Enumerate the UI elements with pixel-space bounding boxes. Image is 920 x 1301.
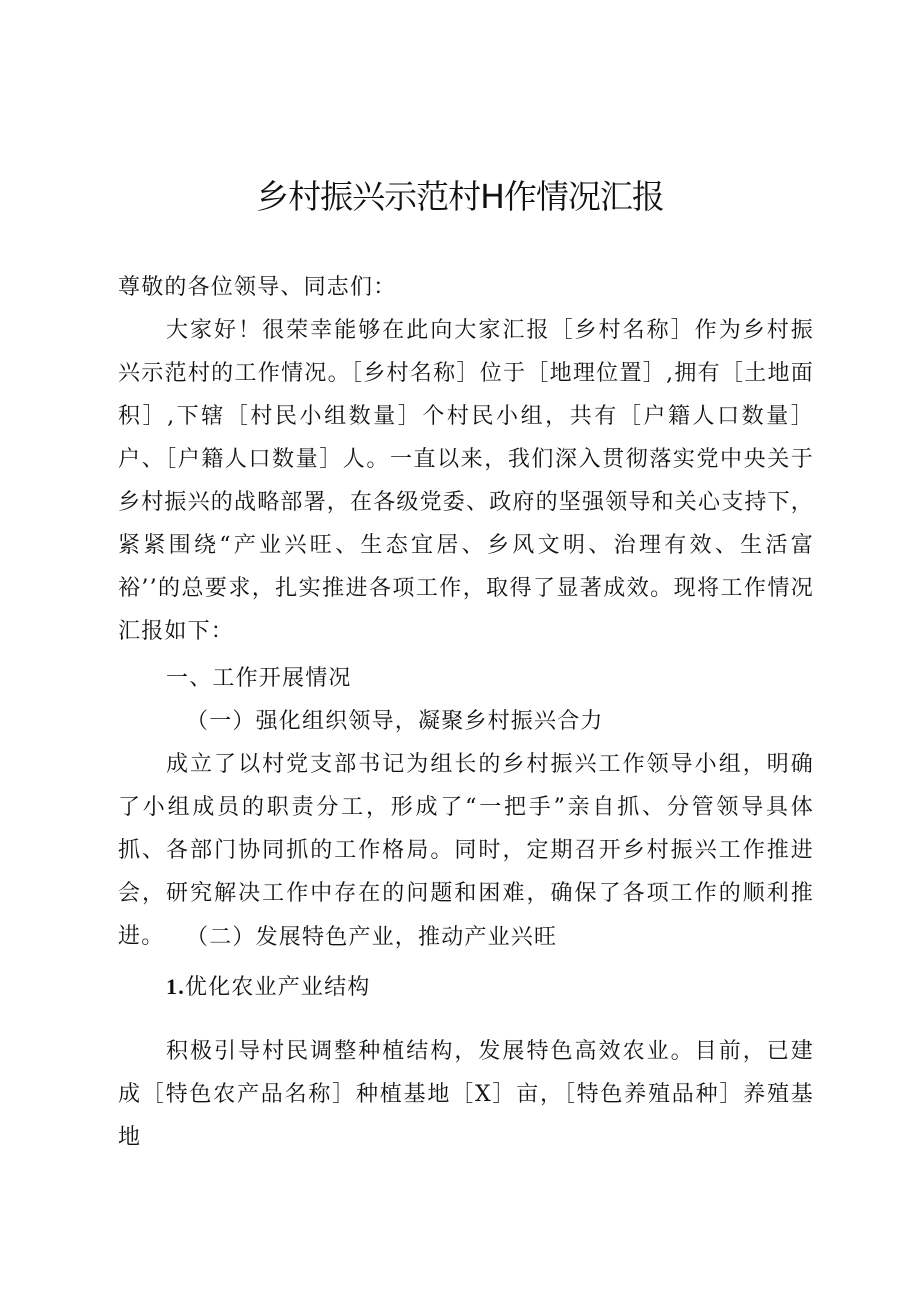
subsection-heading-1: （一）强化组织领导，凝聚乡村振兴合力: [186, 709, 604, 734]
organization-paragraph: 成立了以村党支部书记为组长的乡村振兴工作领导小组，明确了小组成员的职责分工，形成了“一把手”亲自抓、分管领导具体抓、各部门协同抓的工作格局。同时，定期召开乡村振兴工作推进会，研究解决工作中存在的问题和困难，确保了各项工作的顺利推进。: [118, 752, 814, 949]
subsection-heading-2: （二）发展特色产业，推动产业兴旺: [186, 925, 558, 950]
item-number: 1.: [166, 974, 185, 999]
document-title: 乡村振兴示范村H作情况汇报: [256, 177, 664, 216]
intro-paragraph: 大家好！很荣幸能够在此向大家汇报［乡村名称］作为乡村振兴示范村的工作情况。［乡村名称］位于［地理位置］,拥有［土地面积］,下辖［村民小组数量］个村民小组，共有［户籍人口数量］户、［户籍人口数量］人。一直以来，我们深入贯彻落实党中央关于乡村振兴的战略部署，在各级党委、政府的坚强领导和关心支持下，紧紧围绕“产业兴旺、生态宜居、乡风文明、治理有效、生活富裕’’的总要求，扎实推进各项工作，取得了显著成效。现将工作情况汇报如下：: [118, 318, 815, 644]
agriculture-paragraph: 积极引导村民调整种植结构，发展特色高效农业。目前，已建成［特色农产品名称］种植基地［X］亩，［特色养殖品种］养殖基地: [118, 1039, 814, 1150]
greeting-line: 尊敬的各位领导、同志们：: [118, 275, 397, 300]
item-heading-1: [166, 965, 814, 1009]
item-heading-text: 优化农业产业结构: [184, 975, 371, 1000]
section-heading-1: 一、工作开展情况: [166, 666, 352, 691]
